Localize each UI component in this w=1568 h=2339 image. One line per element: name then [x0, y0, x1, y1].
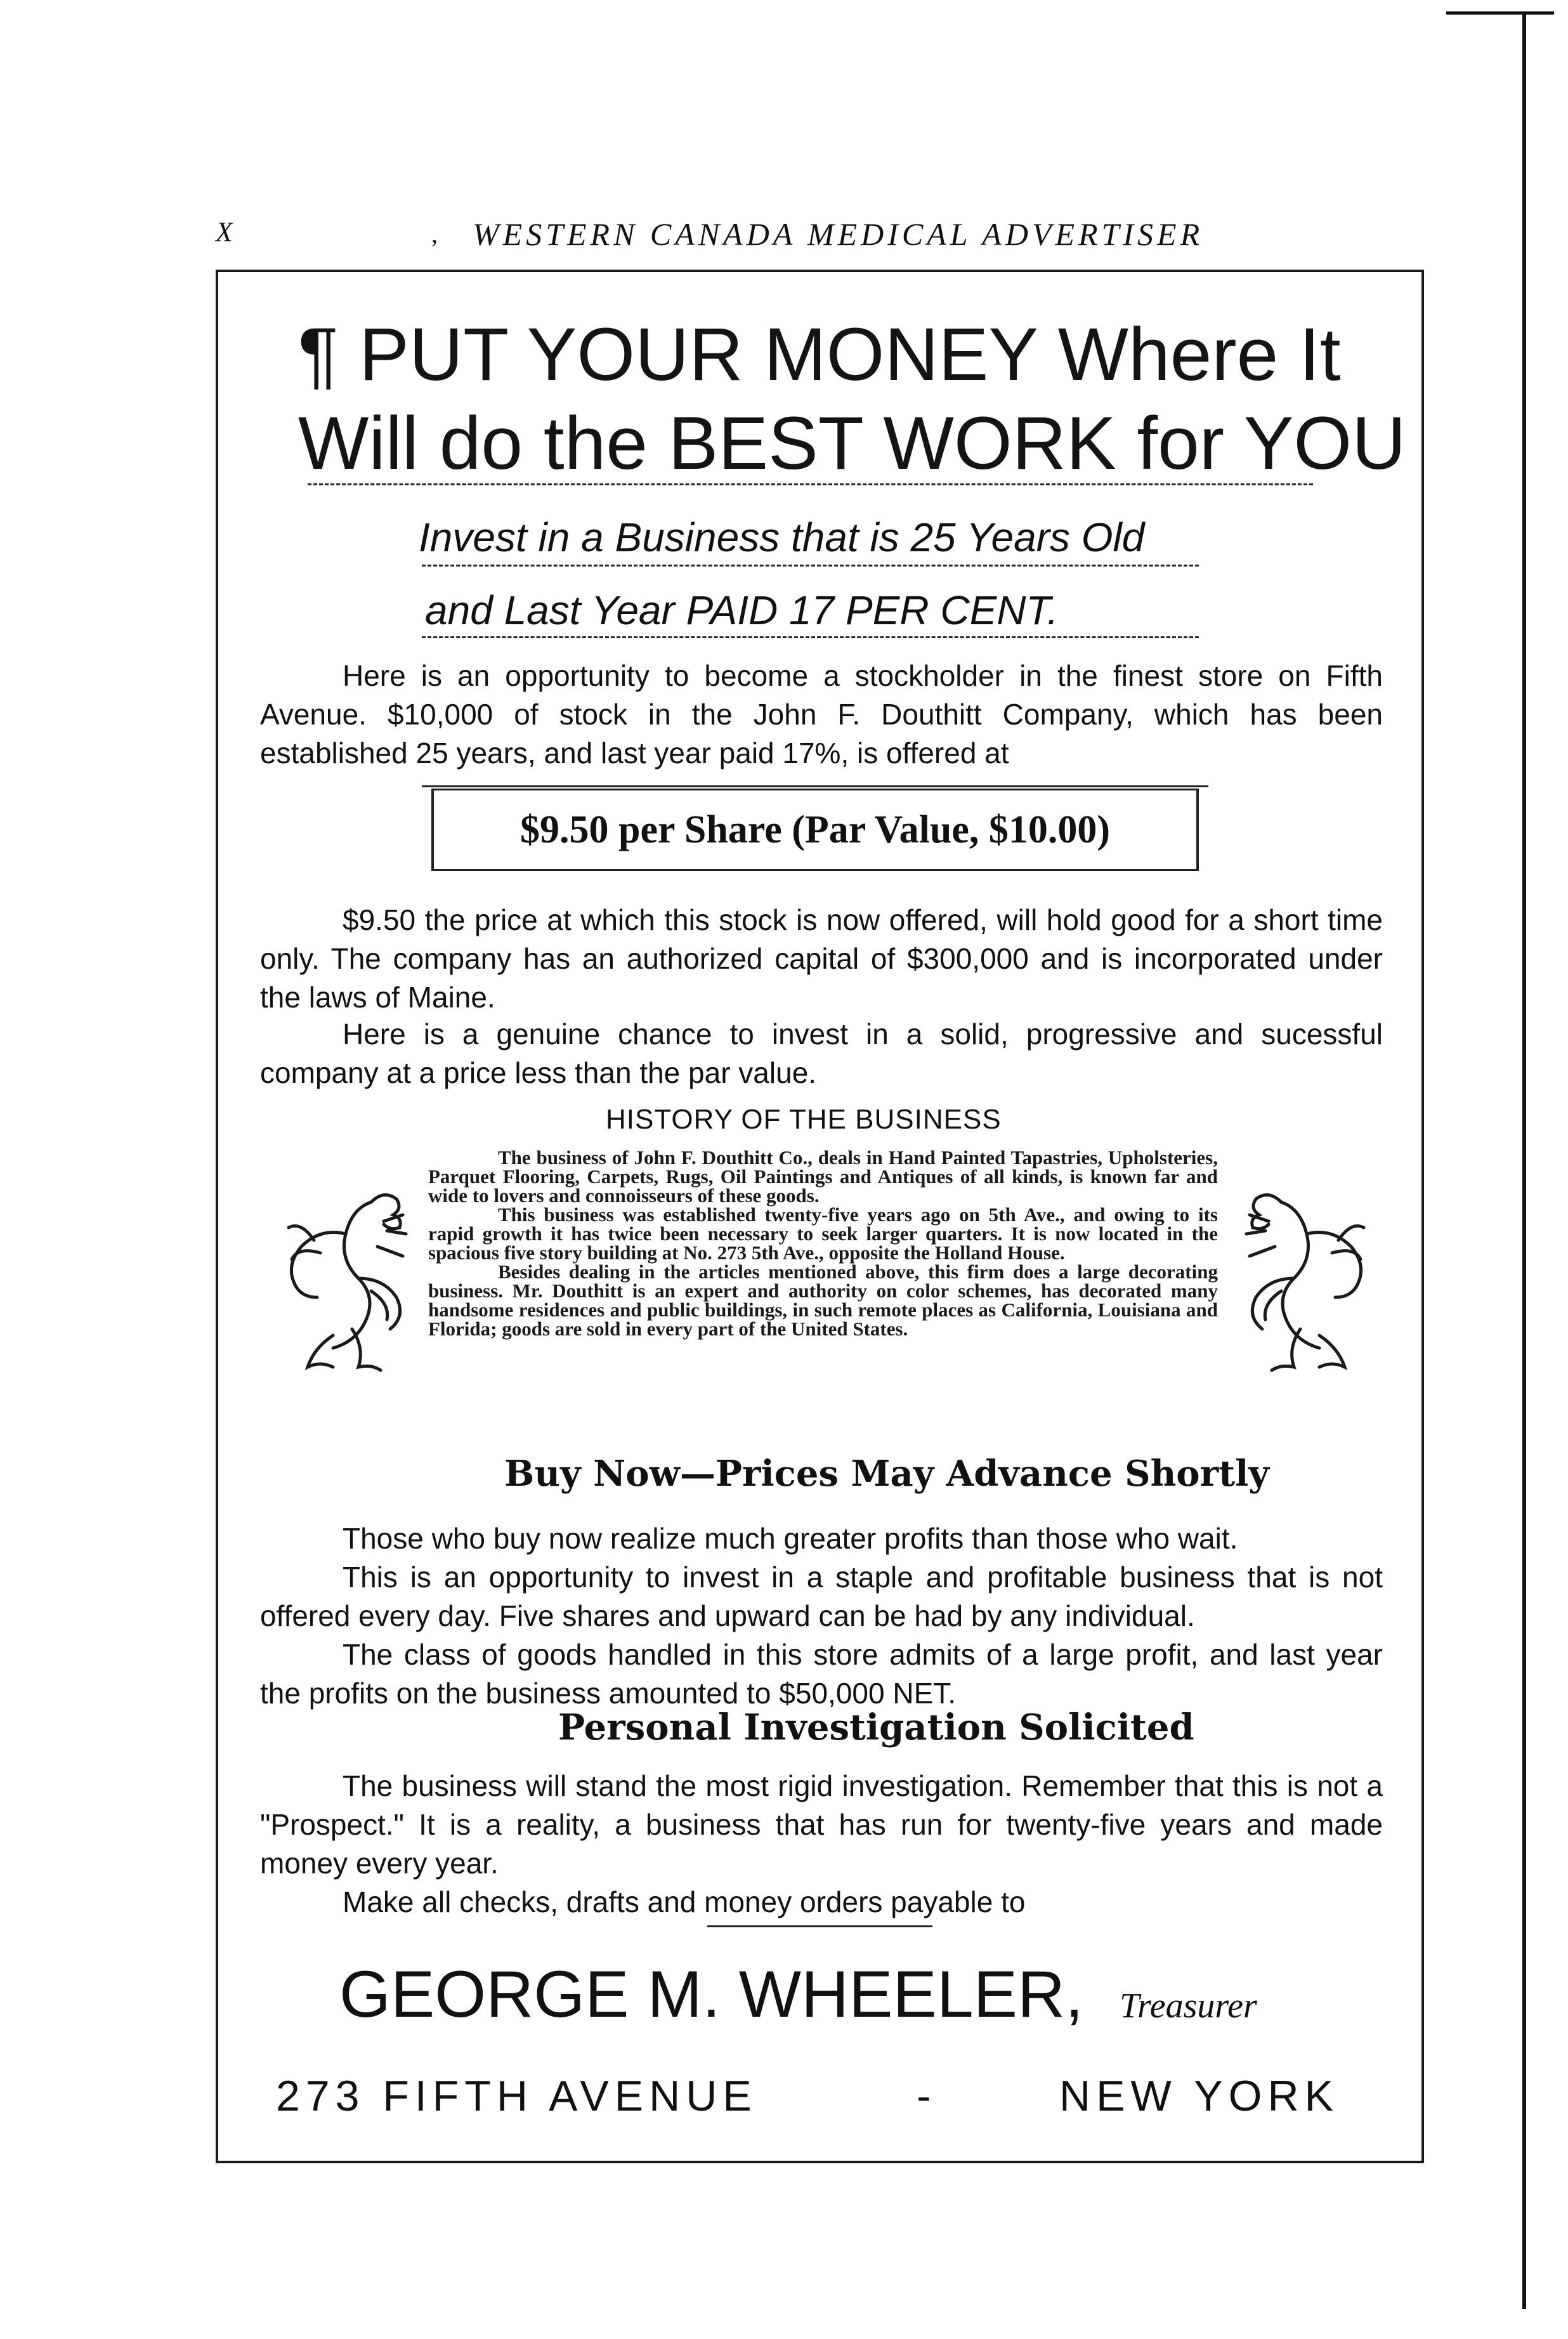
investigation-paragraph-1: The business will stand the most rigid investigation. Remember that this is not a "Prospect." It is a reality, a business that has run for twenty-five years and made money every year. [260, 1769, 1383, 1880]
history-heading: HISTORY OF THE BUSINESS [606, 1104, 1002, 1135]
offer-paragraph: $9.50 the price at which this stock is now offered, will hold good for a short time only. The company has an authorized capital of $300,000 and is incorporated under the laws of Maine. [260, 903, 1383, 1014]
headline-line-2: Will do the BEST WORK for YOU [298, 402, 1406, 485]
buy-now-paragraph-2: This is an opportunity to invest in a staple and profitable business that is not offered every day. Five shares and upward can be had by any individual. [260, 1561, 1383, 1632]
intro-paragraph: Here is an opportunity to become a stockholder in the finest store on Fifth Avenue. $10,000 of stock in the John F. Douthitt Company, which has been established 25 years, and last year paid 17%, is offered at [260, 659, 1383, 770]
subhead-rule-2 [422, 636, 1199, 638]
griffin-icon [1231, 1183, 1376, 1380]
address-street: 273 FIFTH AVENUE [276, 2072, 757, 2120]
address-city: NEW YORK [1059, 2072, 1340, 2120]
page-mark: X [216, 216, 235, 247]
investigation-heading: Personal Investigation Solicited [558, 1707, 1194, 1748]
running-header-title: WESTERN CANADA MEDICAL ADVERTISER [473, 216, 1204, 252]
buy-now-text [260, 1519, 1383, 1713]
history-text [428, 1148, 1218, 1339]
share-price-box: $9.50 per Share (Par Value, $10.00) [431, 789, 1199, 871]
subhead-rule-1 [422, 565, 1199, 567]
buy-now-paragraph-3: The class of goods handled in this store admits of a large profit, and last year the profits on the business amounted to $50,000 NET. [260, 1638, 1383, 1710]
scan-edge-right [1522, 13, 1526, 2309]
scan-edge-top [1446, 11, 1554, 15]
history-paragraph-2: This business was established twenty-five years ago on 5th Ave., and owing to its rapid growth it has twice been necessary to seek larger quarters. It is now located in the spacious five story building at No. 273 5th Ave., opposite the Holland House. [428, 1203, 1218, 1264]
subhead-line-2: and Last Year PAID 17 PER CENT. [425, 587, 1059, 633]
treasurer-title: Treasurer [1120, 1986, 1257, 2026]
chance-paragraph: Here is a genuine chance to invest in a solid, progressive and sucessful company at a price less than the par value. [260, 1018, 1383, 1089]
investigation-text [260, 1767, 1383, 1922]
investigation-paragraph-2: Make all checks, drafts and money orders payable to [343, 1885, 1026, 1918]
treasurer-name: GEORGE M. WHEELER, [339, 1958, 1084, 2031]
griffin-icon [276, 1183, 422, 1380]
header-comma: , [431, 219, 438, 248]
subhead-line-1: Invest in a Business that is 25 Years Old [419, 514, 1145, 560]
buy-now-heading: Buy Now—Prices May Advance Shortly [504, 1453, 1269, 1495]
address-separator: - [917, 2072, 937, 2120]
buy-now-paragraph-1: Those who buy now realize much greater profits than those who wait. [343, 1522, 1238, 1555]
signature-rule [707, 1925, 932, 1927]
headline-line-1: ¶ PUT YOUR MONEY Where It [298, 313, 1341, 396]
history-paragraph-3: Besides dealing in the articles mentioned above, this firm does a large decorating business. Mr. Douthitt is an expert and authority on color schemes, has decorated many handsome residences and public buildings, in such remote places as California, Louisiana and Florida; goods are sold in every part of the United States. [428, 1261, 1218, 1340]
history-paragraph-1: The business of John F. Douthitt Co., deals in Hand Painted Tapastries, Upholsteries, Parquet Flooring, Carpets, Rugs, Oil Paintings and Antiques of all kinds, is known far and wide to lovers and connoisseurs of these goods. [428, 1146, 1218, 1207]
price-box-top-rule [422, 785, 1208, 787]
headline-rule [308, 483, 1313, 485]
